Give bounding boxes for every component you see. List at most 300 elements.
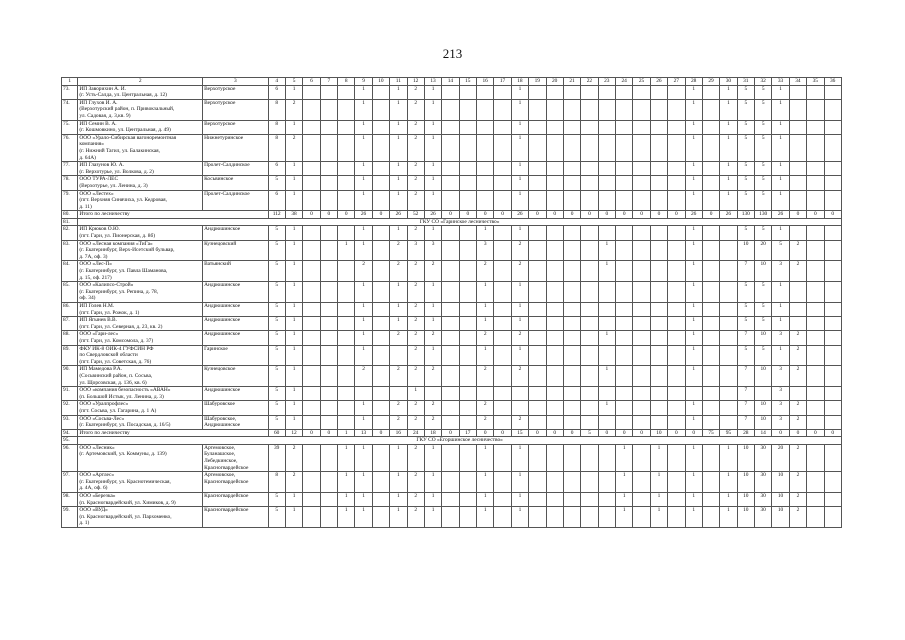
value-cell [824, 507, 841, 528]
value-cell: 1 [650, 472, 667, 493]
value-cell [668, 317, 685, 331]
value-cell [755, 387, 772, 401]
value-cell [459, 240, 476, 261]
value-cell [303, 85, 320, 99]
organization-line: (п. Красногвардейский, ул. Пархоменко, [79, 513, 172, 520]
value-cell [303, 282, 320, 303]
value-cell [477, 176, 494, 190]
value-cell [494, 331, 511, 345]
value-cell: 6 [268, 162, 285, 176]
value-cell [320, 415, 337, 429]
value-cell [546, 282, 563, 303]
district-cell [203, 162, 268, 176]
value-cell [303, 240, 320, 261]
value-cell [807, 282, 824, 303]
organization-line: (г. Кошмовкино, ул. Центральная, д. 49) [79, 127, 171, 134]
value-cell [633, 120, 650, 134]
total-cell: 13 [355, 429, 372, 437]
column-number: 10 [372, 78, 389, 86]
value-cell [442, 366, 459, 387]
value-cell [616, 240, 633, 261]
value-cell: 2 [407, 162, 424, 176]
value-cell: 1 [772, 282, 789, 303]
value-cell: 1 [355, 226, 372, 240]
value-cell [668, 415, 685, 429]
value-cell: 2 [511, 415, 528, 429]
value-cell: 5 [755, 345, 772, 366]
value-cell [494, 387, 511, 401]
value-cell [494, 366, 511, 387]
value-cell: 2 [789, 366, 806, 387]
value-cell [668, 85, 685, 99]
value-cell [563, 345, 580, 366]
value-cell [633, 345, 650, 366]
value-cell [702, 99, 719, 120]
value-cell: 2 [407, 226, 424, 240]
organization-line: ул. Щорсовская, д. 136, кв. 6) [79, 379, 147, 386]
total-cell: 0 [442, 211, 459, 219]
value-cell [650, 401, 667, 415]
value-cell [720, 401, 737, 415]
value-cell: 2 [407, 366, 424, 387]
total-cell: 0 [477, 429, 494, 437]
value-cell [303, 472, 320, 493]
value-cell: 1 [477, 444, 494, 471]
value-cell: 1 [598, 366, 615, 387]
value-cell: 2 [407, 176, 424, 190]
value-cell [546, 317, 563, 331]
value-cell [702, 240, 719, 261]
value-cell: 1 [772, 162, 789, 176]
value-cell: 1 [685, 415, 702, 429]
value-cell [494, 345, 511, 366]
value-cell: 1 [511, 85, 528, 99]
value-cell: 1 [685, 401, 702, 415]
value-cell [320, 240, 337, 261]
table-row [62, 472, 842, 493]
value-cell: 1 [772, 345, 789, 366]
value-cell: 1 [355, 331, 372, 345]
organization-line: (г. Екатеринбург, ул. Павла Шаманова, [79, 268, 168, 275]
value-cell [563, 176, 580, 190]
value-cell [633, 261, 650, 282]
total-cell: 0 [494, 429, 511, 437]
district-line: Пролет-Салдинское [204, 190, 250, 197]
value-cell [442, 162, 459, 176]
value-cell [477, 134, 494, 161]
value-cell: 3 [772, 331, 789, 345]
total-cell: 0 [824, 429, 841, 437]
value-cell [546, 507, 563, 528]
value-cell: 1 [477, 226, 494, 240]
district-line: Верхотурское [204, 99, 236, 106]
value-cell: 1 [598, 331, 615, 345]
value-cell [650, 303, 667, 317]
value-cell [581, 240, 598, 261]
value-cell [338, 85, 355, 99]
value-cell: 1 [598, 261, 615, 282]
value-cell [563, 472, 580, 493]
value-cell: 8 [268, 134, 285, 161]
value-cell [372, 366, 389, 387]
total-cell: 0 [494, 211, 511, 219]
district-line: Красногвардейское [204, 478, 249, 485]
value-cell [494, 162, 511, 176]
value-cell [563, 261, 580, 282]
district-cell [203, 401, 268, 415]
value-cell [477, 387, 494, 401]
column-number: 27 [668, 78, 685, 86]
value-cell [529, 99, 546, 120]
value-cell [668, 401, 685, 415]
column-number: 25 [633, 78, 650, 86]
value-cell [546, 387, 563, 401]
value-cell: 1 [407, 387, 424, 401]
value-cell: 5 [755, 120, 772, 134]
value-cell: 2 [424, 415, 441, 429]
value-cell [372, 261, 389, 282]
organization-line: ул. Садовая, д. 3,кв. 9) [79, 112, 131, 119]
row-number: 78. [62, 176, 78, 190]
value-cell [824, 317, 841, 331]
value-cell: 1 [511, 317, 528, 331]
value-cell [598, 134, 615, 161]
value-cell: 2 [511, 240, 528, 261]
value-cell [598, 493, 615, 507]
district-cell [203, 282, 268, 303]
district-cell [203, 472, 268, 493]
value-cell [633, 226, 650, 240]
value-cell: 1 [285, 507, 302, 528]
value-cell: 1 [720, 493, 737, 507]
column-number: 32 [755, 78, 772, 86]
total-cell: 26 [511, 211, 528, 219]
value-cell: 2 [477, 331, 494, 345]
value-cell: 2 [511, 331, 528, 345]
district-cell [203, 366, 268, 387]
value-cell [563, 303, 580, 317]
value-cell [702, 366, 719, 387]
value-cell [424, 387, 441, 401]
value-cell [616, 317, 633, 331]
total-cell: 5 [581, 429, 598, 437]
value-cell [789, 190, 806, 211]
row-number: 73. [62, 85, 78, 99]
value-cell: 2 [285, 134, 302, 161]
organization-line: (г. Усть-Салда, ул. Центральная, д. 12) [79, 92, 167, 99]
value-cell [442, 331, 459, 345]
value-cell [563, 415, 580, 429]
value-cell [320, 472, 337, 493]
value-cell: 2 [407, 472, 424, 493]
value-cell: 1 [285, 317, 302, 331]
value-cell: 1 [285, 282, 302, 303]
value-cell [702, 190, 719, 211]
value-cell: 5 [737, 134, 754, 161]
value-cell: 3 [772, 366, 789, 387]
total-cell: 0 [546, 429, 563, 437]
value-cell [546, 415, 563, 429]
value-cell: 1 [685, 85, 702, 99]
value-cell [563, 134, 580, 161]
value-cell [303, 507, 320, 528]
value-cell: 3 [407, 240, 424, 261]
value-cell [459, 493, 476, 507]
total-cell: 0 [702, 211, 719, 219]
table-row [62, 240, 842, 261]
value-cell [633, 176, 650, 190]
value-cell: 2 [789, 507, 806, 528]
value-cell [529, 401, 546, 415]
value-cell [320, 226, 337, 240]
total-cell: 26 [685, 211, 702, 219]
value-cell [824, 303, 841, 317]
organization-line: (г. Артемовский, ул. Коммуны, д. 139) [79, 451, 167, 458]
value-cell: 1 [424, 99, 441, 120]
value-cell [459, 120, 476, 134]
column-number: 7 [320, 78, 337, 86]
value-cell: 1 [511, 120, 528, 134]
value-cell [668, 345, 685, 366]
value-cell: 5 [755, 317, 772, 331]
total-cell: 1 [338, 429, 355, 437]
district-cell [203, 120, 268, 134]
value-cell: 1 [772, 317, 789, 331]
value-cell [702, 226, 719, 240]
value-cell: 30 [755, 507, 772, 528]
value-cell [563, 120, 580, 134]
value-cell [616, 303, 633, 317]
value-cell [320, 387, 337, 401]
value-cell [616, 415, 633, 429]
value-cell [442, 120, 459, 134]
header-row [62, 78, 842, 86]
value-cell [494, 401, 511, 415]
total-cell: 130 [737, 211, 754, 219]
value-cell: 5 [737, 99, 754, 120]
value-cell: 1 [285, 261, 302, 282]
value-cell [807, 162, 824, 176]
row-number: 95. [62, 437, 78, 445]
value-cell [303, 120, 320, 134]
value-cell [546, 240, 563, 261]
value-cell: 1 [285, 415, 302, 429]
value-cell [650, 261, 667, 282]
row-number: 83. [62, 240, 78, 261]
value-cell: 1 [355, 345, 372, 366]
value-cell: 1 [355, 190, 372, 211]
value-cell [616, 331, 633, 345]
value-cell [529, 415, 546, 429]
value-cell [303, 190, 320, 211]
column-number: 30 [720, 78, 737, 86]
value-cell [494, 507, 511, 528]
total-cell: 26 [720, 211, 737, 219]
value-cell: 1 [285, 226, 302, 240]
value-cell [477, 99, 494, 120]
total-cell: 0 [581, 211, 598, 219]
value-cell [459, 85, 476, 99]
total-cell: 0 [338, 211, 355, 219]
value-cell [563, 331, 580, 345]
organization-line: ИП Крюков О.Ю. [79, 226, 120, 233]
row-number: 81. [62, 218, 78, 226]
organization-line: (п. Большой Истык, ул. Ленина, д. 3) [79, 393, 164, 400]
value-cell: 1 [355, 415, 372, 429]
value-cell [529, 176, 546, 190]
value-cell: 3 [772, 415, 789, 429]
value-cell [807, 317, 824, 331]
value-cell: 7 [737, 331, 754, 345]
value-cell: 1 [285, 387, 302, 401]
value-cell: 2 [789, 472, 806, 493]
value-cell [390, 387, 407, 401]
value-cell [320, 507, 337, 528]
value-cell: 1 [477, 472, 494, 493]
section-row [62, 218, 842, 226]
value-cell [650, 240, 667, 261]
total-cell: 28 [737, 429, 754, 437]
district-cell [203, 99, 268, 120]
value-cell [320, 85, 337, 99]
value-cell: 1 [650, 507, 667, 528]
value-cell: 2 [407, 134, 424, 161]
value-cell [563, 387, 580, 401]
total-row [62, 429, 842, 437]
value-cell: 2 [407, 331, 424, 345]
value-cell: 2 [285, 444, 302, 471]
value-cell [581, 190, 598, 211]
value-cell: 1 [720, 472, 737, 493]
value-cell [442, 444, 459, 471]
value-cell: 1 [720, 99, 737, 120]
value-cell: 1 [390, 493, 407, 507]
value-cell [633, 162, 650, 176]
forestry-table [61, 77, 842, 528]
value-cell: 2 [789, 261, 806, 282]
value-cell: 3 [772, 401, 789, 415]
value-cell [668, 190, 685, 211]
organization-line: (г. Верхотурье, ул. Волкова, д. 2) [79, 168, 154, 175]
value-cell [494, 85, 511, 99]
organization-cell [78, 226, 203, 240]
value-cell: 1 [685, 507, 702, 528]
district-line: Верхотурское [204, 85, 236, 92]
value-cell [338, 190, 355, 211]
value-cell: 1 [285, 85, 302, 99]
value-cell [616, 99, 633, 120]
value-cell: 1 [424, 507, 441, 528]
value-cell: 1 [685, 472, 702, 493]
value-cell [303, 444, 320, 471]
value-cell [824, 134, 841, 161]
value-cell [581, 282, 598, 303]
value-cell [668, 331, 685, 345]
value-cell [529, 493, 546, 507]
organization-cell [78, 472, 203, 493]
value-cell [668, 493, 685, 507]
value-cell [459, 366, 476, 387]
value-cell: 5 [268, 303, 285, 317]
organization-line: (г. Екатеринбург, ул. Посадская, д. 16/5) [79, 422, 171, 429]
value-cell [650, 345, 667, 366]
value-cell [459, 345, 476, 366]
value-cell [494, 134, 511, 161]
district-line: Нижнетуринское [204, 134, 244, 141]
value-cell: 1 [685, 134, 702, 161]
value-cell: 2 [477, 401, 494, 415]
value-cell: 5 [268, 415, 285, 429]
value-cell [789, 120, 806, 134]
value-cell [807, 226, 824, 240]
value-cell: 1 [511, 162, 528, 176]
value-cell [824, 282, 841, 303]
total-cell: 0 [459, 211, 476, 219]
district-line: Красногвардейское [204, 493, 249, 500]
value-cell: 1 [685, 240, 702, 261]
value-cell [320, 493, 337, 507]
value-cell: 2 [407, 415, 424, 429]
value-cell: 5 [737, 303, 754, 317]
value-cell [303, 134, 320, 161]
value-cell [581, 472, 598, 493]
district-line: Кузнецовский [204, 240, 237, 247]
value-cell [303, 345, 320, 366]
value-cell: 1 [685, 282, 702, 303]
total-cell: 95 [720, 429, 737, 437]
value-cell [616, 134, 633, 161]
column-number: 3 [203, 78, 268, 86]
value-cell [477, 162, 494, 176]
organization-line: ООО ТУРА-ЛЕС [79, 176, 119, 183]
value-cell [616, 366, 633, 387]
organization-line: по Свердловской области [79, 352, 138, 359]
district-line: Косьвинское [204, 176, 234, 183]
value-cell [807, 493, 824, 507]
value-cell [702, 345, 719, 366]
value-cell [459, 226, 476, 240]
total-cell: 0 [372, 211, 389, 219]
value-cell [650, 85, 667, 99]
value-cell [442, 317, 459, 331]
column-number: 5 [285, 78, 302, 86]
value-cell [372, 240, 389, 261]
organization-cell [78, 507, 203, 528]
value-cell [563, 240, 580, 261]
value-cell [633, 317, 650, 331]
value-cell [581, 134, 598, 161]
row-number: 91. [62, 387, 78, 401]
organization-cell [78, 401, 203, 415]
value-cell: 1 [424, 176, 441, 190]
value-cell [459, 444, 476, 471]
value-cell [824, 261, 841, 282]
value-cell [633, 303, 650, 317]
value-cell: 7 [737, 387, 754, 401]
column-number: 13 [424, 78, 441, 86]
value-cell: 1 [720, 190, 737, 211]
value-cell [720, 345, 737, 366]
value-cell [320, 176, 337, 190]
value-cell: 5 [268, 226, 285, 240]
district-line: Шабуровское, [204, 415, 237, 422]
total-cell: 0 [616, 211, 633, 219]
value-cell [633, 282, 650, 303]
value-cell [372, 493, 389, 507]
total-row [62, 211, 842, 219]
value-cell [546, 331, 563, 345]
value-cell [563, 507, 580, 528]
